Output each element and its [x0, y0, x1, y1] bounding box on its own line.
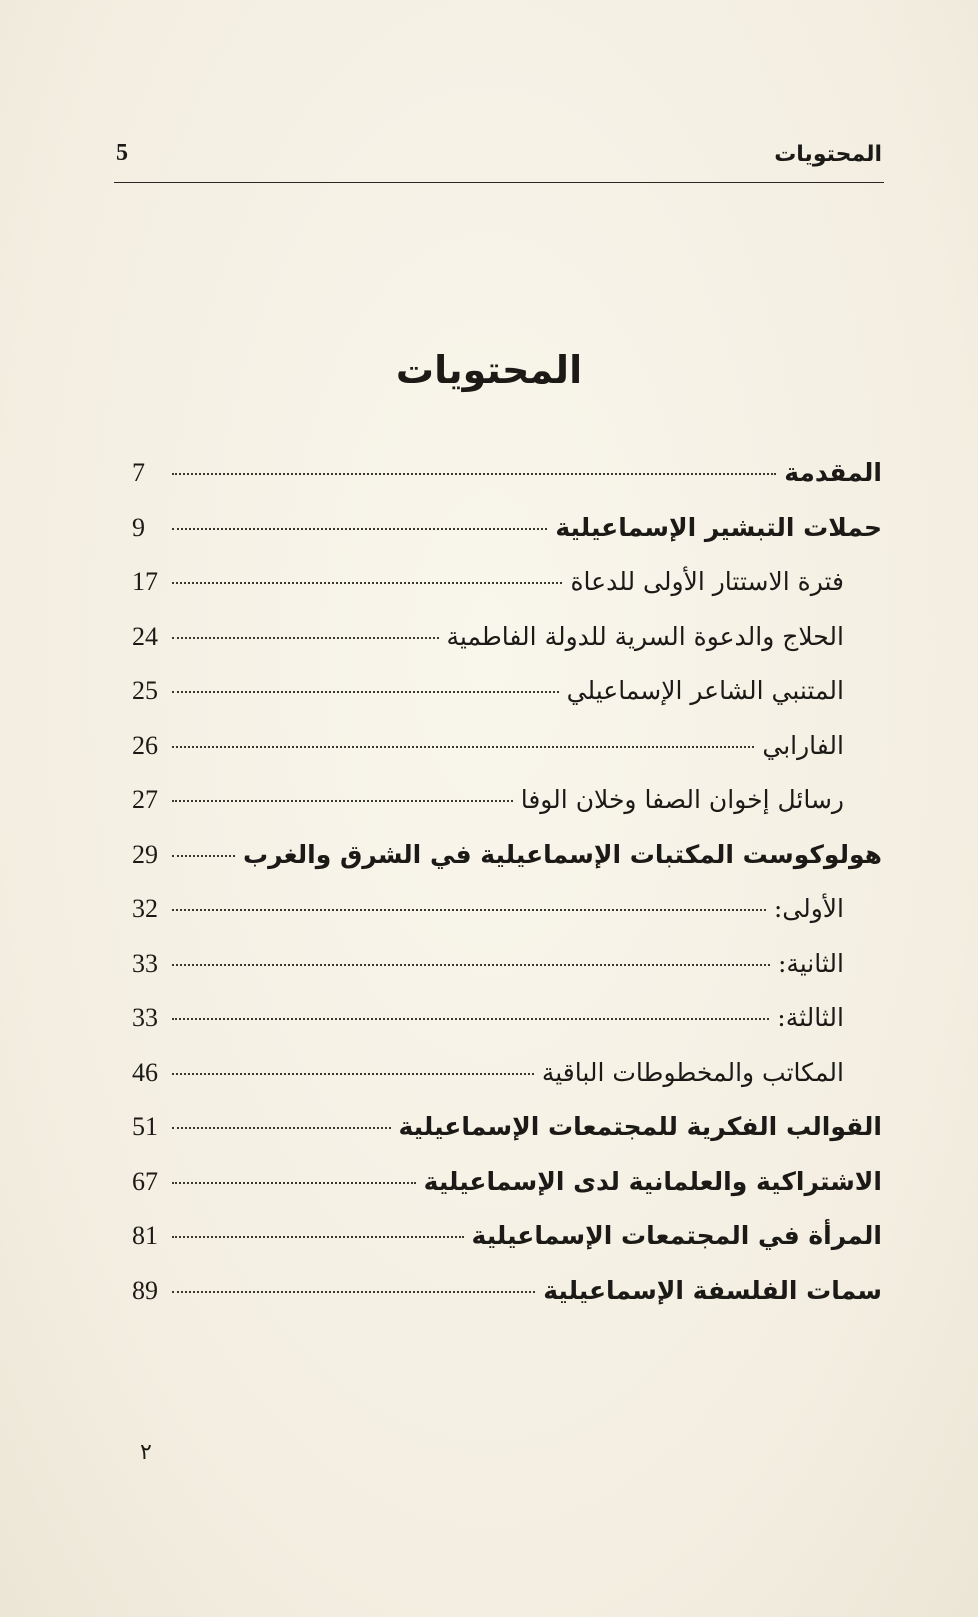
toc-entry	[132, 458, 882, 513]
toc-entry	[132, 1221, 882, 1276]
dot-leader	[172, 855, 235, 857]
toc-entry-page-number: 46	[132, 1057, 158, 1087]
toc-entry-label: حملات التبشير الإسماعيلية	[555, 512, 882, 542]
dot-leader	[172, 691, 559, 693]
toc-entry-page-number: 32	[132, 894, 158, 923]
dot-leader	[172, 1291, 535, 1293]
toc-entry	[132, 1167, 882, 1222]
dot-leader	[172, 964, 770, 966]
toc-entry-page-number: 26	[132, 730, 158, 760]
toc-entry	[132, 1003, 882, 1058]
toc-entry-label: فترة الاستتار الأولى للدعاة	[570, 567, 844, 596]
toc-entry-label: هولوكوست المكتبات الإسماعيلية في الشرق والغرب	[242, 839, 882, 869]
toc-entry-page-number: 33	[132, 1003, 158, 1032]
footer-mark: ٢	[140, 1440, 152, 1465]
toc-entry	[132, 894, 882, 949]
toc-entry-page-number: 51	[132, 1112, 158, 1141]
dot-leader	[172, 1182, 416, 1184]
toc-entry-page-number: 27	[132, 785, 158, 814]
toc-entry-label: الثالثة:	[777, 1003, 844, 1032]
toc-entry-label: الاشتراكية والعلمانية لدى الإسماعيلية	[423, 1166, 882, 1196]
dot-leader	[172, 1127, 391, 1129]
dot-leader	[172, 582, 562, 584]
toc-entry-page-number: 9	[132, 512, 145, 542]
toc-entry	[132, 567, 882, 622]
toc-entry-label: الفارابي	[762, 730, 844, 760]
dot-leader	[172, 473, 776, 475]
toc-entry-label: سمات الفلسفة الإسماعيلية	[543, 1275, 882, 1305]
toc-entry-page-number: 29	[132, 839, 158, 869]
toc-entry-label: المرأة في المجتمعات الإسماعيلية	[471, 1221, 882, 1250]
toc-entry	[132, 949, 882, 1004]
toc-entry-page-number: 81	[132, 1221, 158, 1250]
dot-leader	[172, 1073, 534, 1075]
dot-leader	[172, 1018, 769, 1020]
dot-leader	[172, 909, 766, 911]
toc-entry	[132, 622, 882, 677]
toc-entry-page-number: 24	[132, 621, 158, 651]
toc-entry-label: المكاتب والمخطوطات الباقية	[541, 1057, 844, 1087]
toc-entry-label: رسائل إخوان الصفا وخلان الوفا	[520, 785, 844, 814]
toc-entry-page-number: 89	[132, 1275, 158, 1305]
toc-entry-label: الثانية:	[777, 948, 844, 978]
toc-entry	[132, 785, 882, 840]
toc-entry-label: القوالب الفكرية للمجتمعات الإسماعيلية	[398, 1112, 882, 1141]
toc-entry	[132, 1058, 882, 1113]
running-header-title: المحتويات	[774, 142, 882, 167]
toc-entry-label: الأولى:	[773, 894, 844, 923]
toc-entry	[132, 676, 882, 731]
toc-entry-page-number: 25	[132, 676, 158, 705]
table-of-contents	[132, 458, 882, 1330]
dot-leader	[172, 746, 754, 748]
dot-leader	[172, 1236, 464, 1238]
toc-entry-page-number: 7	[132, 458, 145, 487]
dot-leader	[172, 528, 547, 530]
toc-entry-label: المقدمة	[784, 458, 882, 487]
toc-entry-label: المتنبي الشاعر الإسماعيلي	[566, 676, 844, 705]
toc-entry-label: الحلاج والدعوة السرية للدولة الفاطمية	[446, 621, 844, 651]
toc-entry	[132, 1276, 882, 1331]
toc-entry	[132, 731, 882, 786]
dot-leader	[172, 637, 439, 639]
page-number: 5	[116, 140, 128, 166]
toc-entry-page-number: 33	[132, 948, 158, 978]
toc-entry-page-number: 67	[132, 1166, 158, 1196]
toc-entry	[132, 513, 882, 568]
toc-entry	[132, 840, 882, 895]
running-header	[114, 138, 884, 183]
toc-entry	[132, 1112, 882, 1167]
dot-leader	[172, 800, 513, 802]
page-title: المحتويات	[395, 348, 583, 392]
toc-entry-page-number: 17	[132, 567, 158, 596]
